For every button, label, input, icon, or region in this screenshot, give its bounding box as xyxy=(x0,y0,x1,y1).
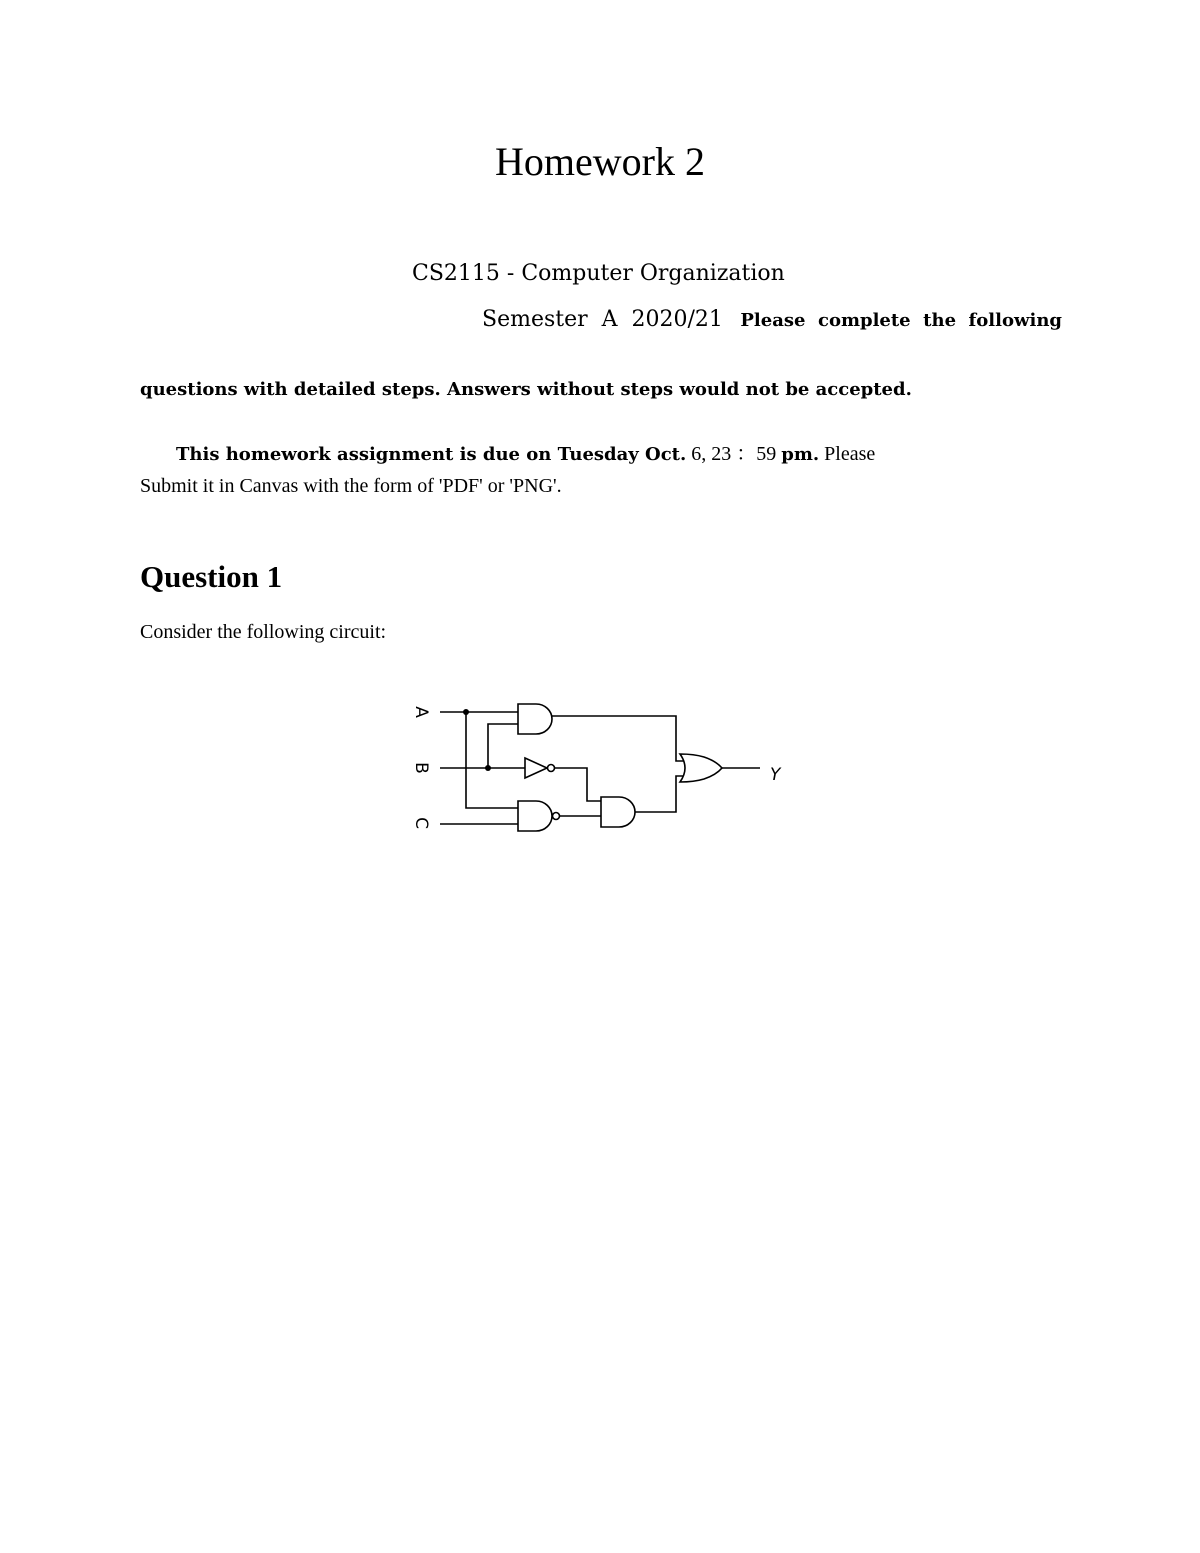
submit-instructions: Submit it in Canvas with the form of 'PDF' or 'PNG'. xyxy=(140,475,562,497)
input-label-c: C xyxy=(411,817,431,829)
due-text-bold-2: pm. xyxy=(781,444,820,465)
not-gate xyxy=(525,758,555,778)
due-text-normal-2: Please xyxy=(819,443,876,465)
due-date-line xyxy=(176,440,875,469)
and-gate-1 xyxy=(518,704,552,734)
and-gate-2 xyxy=(601,797,635,827)
output-label-y: Y xyxy=(770,765,781,785)
junction-dot-a xyxy=(463,709,469,715)
junction-dot-b xyxy=(485,765,491,771)
intro-end: questions with detailed steps. Answers without steps would not be accepted. xyxy=(140,379,912,400)
intro-start: Please complete the following xyxy=(740,310,1062,331)
input-label-b: B xyxy=(411,762,431,774)
due-text-normal-1: 6, 23 ：59 xyxy=(686,443,782,465)
semester-label: Semester A 2020/21 xyxy=(482,307,723,332)
logic-circuit-diagram xyxy=(400,690,800,840)
question-1-text: Consider the following circuit: xyxy=(140,621,387,643)
or-gate xyxy=(680,754,722,782)
nand-gate xyxy=(518,801,560,831)
page-title: Homework 2 xyxy=(495,139,705,184)
question-1-heading: Question 1 xyxy=(140,559,283,594)
input-label-a: A xyxy=(411,706,431,718)
course-name: CS2115 - Computer Organization xyxy=(412,261,785,286)
due-text-bold-1: This homework assignment is due on Tuesday Oct. xyxy=(176,444,687,465)
semester-line xyxy=(482,304,1062,337)
